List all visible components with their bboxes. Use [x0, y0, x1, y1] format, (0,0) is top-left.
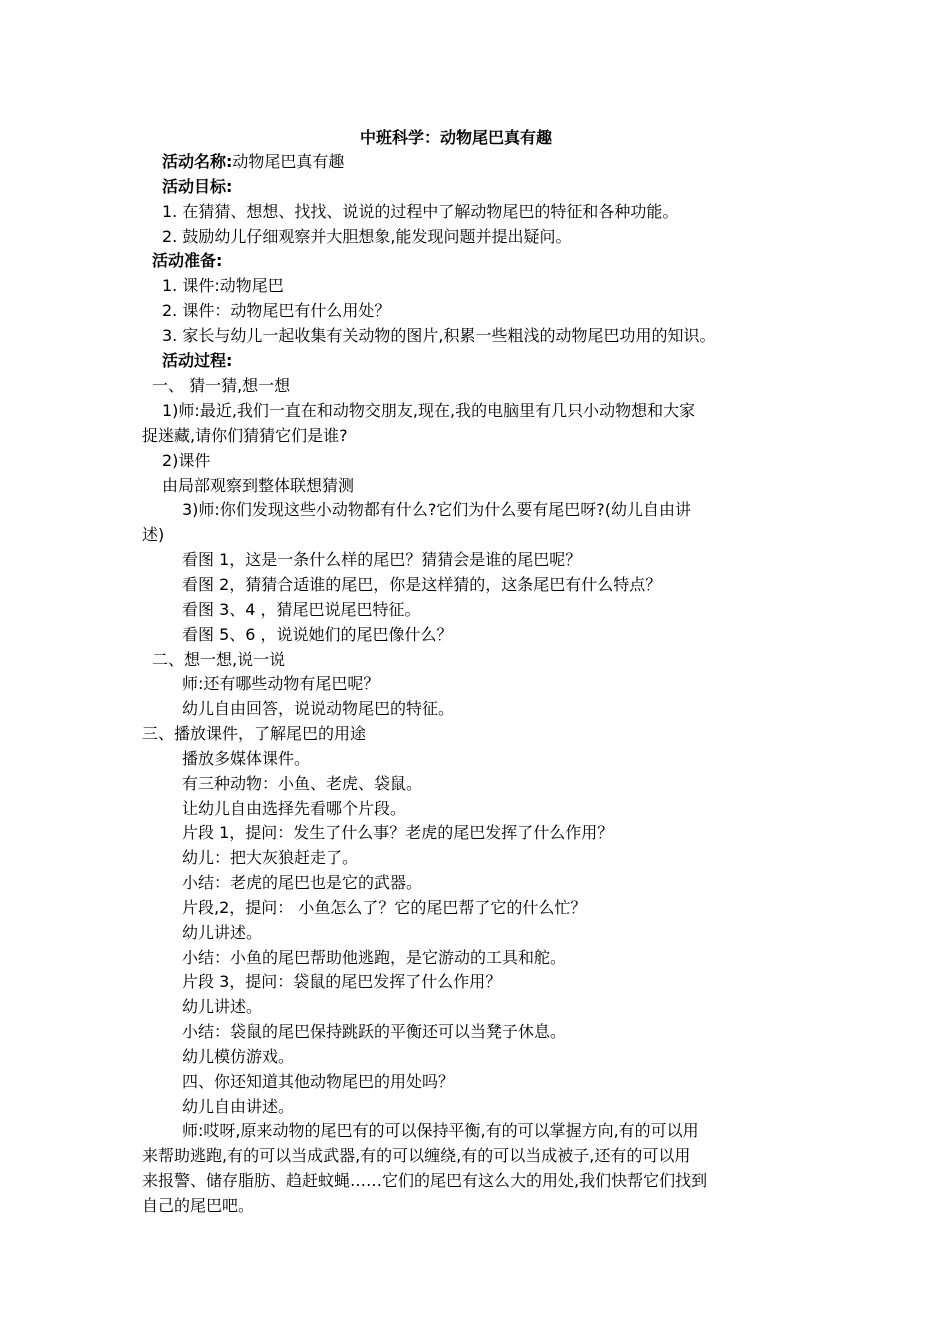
text-line: 述) [142, 525, 165, 544]
text-line: 小结：小鱼的尾巴帮助他逃跑，是它游动的工具和舵。 [182, 948, 567, 967]
section-heading: 二、想一想,说一说 [152, 650, 286, 669]
activity-name-line [162, 152, 344, 172]
document-title: 中班科学：动物尾巴真有趣 [360, 128, 553, 147]
text-line: 师:哎呀,原来动物的尾巴有的可以保持平衡,有的可以掌握方向,有的可以用 [182, 1121, 699, 1140]
text-line: 播放多媒体课件。 [182, 749, 311, 768]
text-line: 幼儿自由讲述。 [182, 1097, 295, 1116]
text-line: 幼儿模仿游戏。 [182, 1047, 295, 1066]
text-line: 2)课件 [162, 451, 211, 470]
text-line: 3. 家长与幼儿一起收集有关动物的图片,积累一些粗浅的动物尾巴功用的知识。 [162, 326, 716, 345]
text-line: 2. 鼓励幼儿仔细观察并大胆想象,能发现问题并提出疑问。 [162, 227, 572, 246]
activity-prep-heading [152, 251, 222, 271]
text-line: 由局部观察到整体联想猜测 [162, 476, 355, 495]
text-line: 自己的尾巴吧。 [142, 1196, 255, 1215]
section-heading: 一、 猜一猜,想一想 [152, 376, 291, 395]
activity-goals-heading [162, 177, 232, 197]
text-line: 看图 2，猜猜合适谁的尾巴，你是这样猜的，这条尾巴有什么特点？ [182, 575, 662, 594]
text-line: 幼儿自由回答，说说动物尾巴的特征。 [182, 699, 455, 718]
text-line: 捉迷藏,请你们猜猜它们是谁? [142, 426, 348, 445]
text-line: 片段,2，提问： 小鱼怎么了？它的尾巴帮了它的什么忙？ [182, 898, 587, 917]
text-line: 1)师:最近,我们一直在和动物交朋友,现在,我的电脑里有几只小动物想和大家 [162, 401, 696, 420]
text-line: 幼儿讲述。 [182, 923, 263, 942]
text-line: 来帮助逃跑,有的可以当成武器,有的可以缠绕,有的可以当成被子,还有的可以用 [142, 1146, 691, 1165]
text-line: 看图 3、4 ，猜尾巴说尾巴特征。 [182, 600, 421, 619]
text-line: 看图 5、6 ，说说她们的尾巴像什么？ [182, 625, 453, 644]
activity-process-label: 活动过程: [162, 351, 233, 370]
text-line: 小结：袋鼠的尾巴保持跳跃的平衡还可以当凳子休息。 [182, 1022, 567, 1041]
text-line: 3)师:你们发现这些小动物都有什么?它们为什么要有尾巴呀?(幼儿自由讲 [182, 500, 692, 519]
text-line: 1. 在猜猜、想想、找找、说说的过程中了解动物尾巴的特征和各种功能。 [162, 202, 679, 221]
text-line: 来报警、储存脂肪、趋赶蚊蝇……它们的尾巴有这么大的用处,我们快帮它们找到 [142, 1171, 708, 1190]
activity-goals-label: 活动目标: [162, 177, 233, 196]
text-line: 师:还有哪些动物有尾巴呢？ [182, 674, 380, 693]
text-line: 小结：老虎的尾巴也是它的武器。 [182, 873, 423, 892]
section-heading: 四、你还知道其他动物尾巴的用处吗？ [182, 1072, 455, 1091]
text-line: 2. 课件：动物尾巴有什么用处？ [162, 301, 391, 320]
text-line: 1. 课件:动物尾巴 [162, 276, 284, 295]
text-line: 有三种动物：小鱼、老虎、袋鼠。 [182, 774, 423, 793]
activity-name-label: 活动名称: [162, 152, 233, 171]
activity-name-value: 动物尾巴真有趣 [232, 152, 345, 171]
text-line: 片段 3，提问：袋鼠的尾巴发挥了什么作用？ [182, 972, 502, 991]
activity-process-heading [162, 351, 232, 371]
text-line: 让幼儿自由选择先看哪个片段。 [182, 799, 407, 818]
text-line: 幼儿讲述。 [182, 997, 263, 1016]
text-line: 片段 1，提问：发生了什么事？老虎的尾巴发挥了什么作用？ [182, 823, 614, 842]
text-line: 看图 1，这是一条什么样的尾巴？猜猜会是谁的尾巴呢？ [182, 550, 582, 569]
text-line: 幼儿：把大灰狼赶走了。 [182, 848, 359, 867]
activity-prep-label: 活动准备: [152, 251, 223, 270]
section-heading: 三、播放课件，了解尾巴的用途 [142, 724, 367, 743]
